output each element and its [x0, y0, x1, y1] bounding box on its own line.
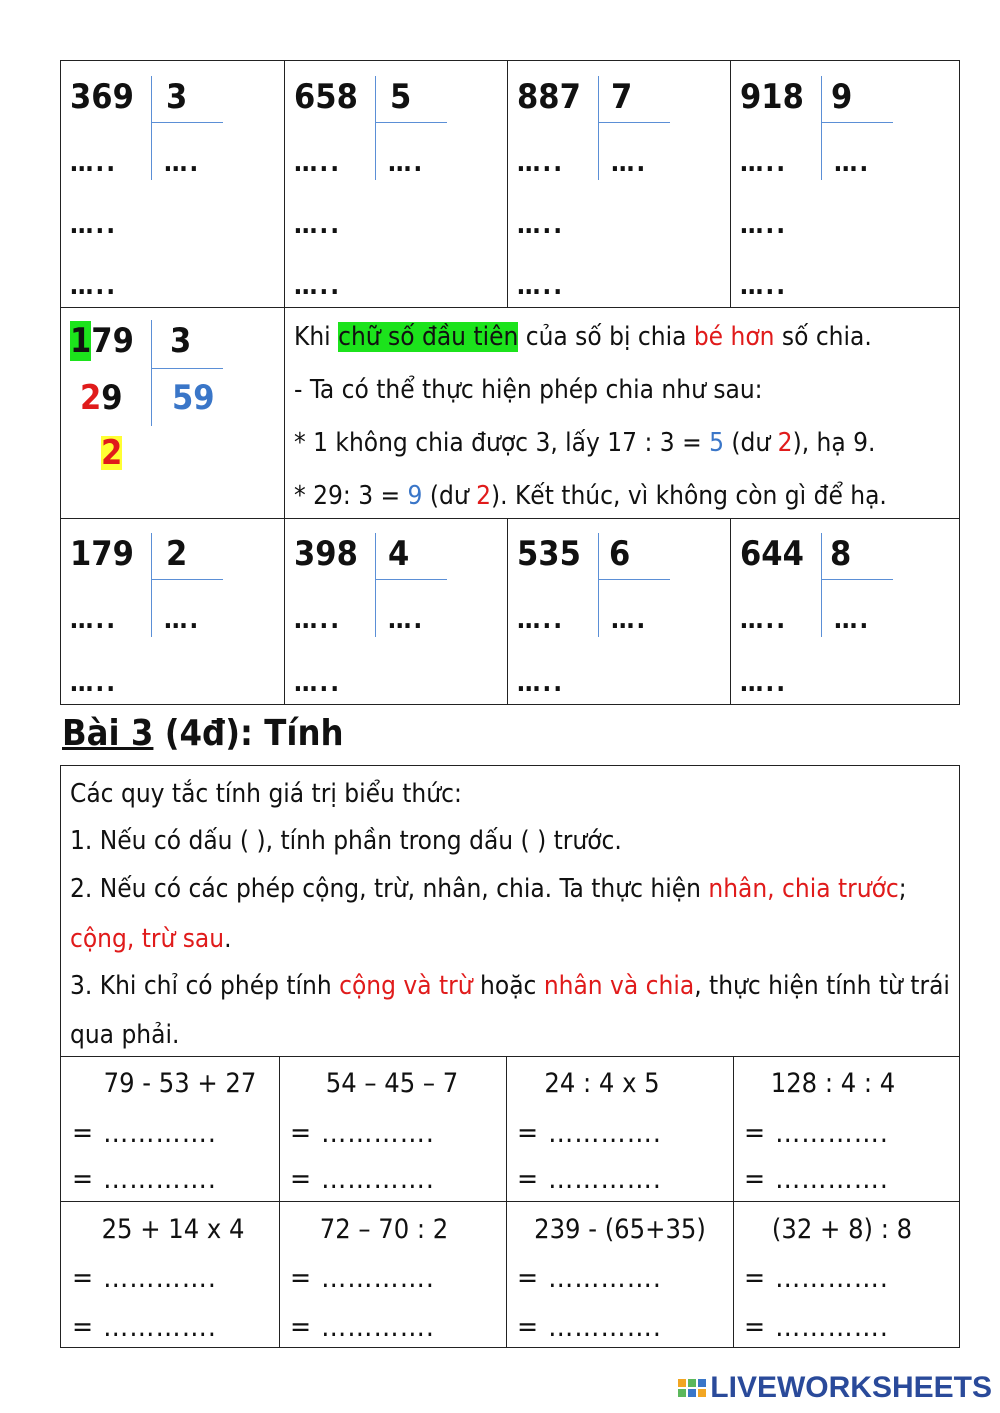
col-divider: [279, 1056, 280, 1348]
answer-blank[interactable]: = ………….: [290, 1116, 435, 1149]
col-divider: [730, 518, 731, 705]
expression: 72 – 70 : 2: [319, 1214, 449, 1245]
division-bar: [151, 533, 152, 637]
division-bar: [151, 579, 223, 580]
blank-dots[interactable]: ….: [611, 605, 648, 635]
answer-blank[interactable]: = ………….: [517, 1310, 662, 1343]
answer-blank[interactable]: = ………….: [744, 1162, 889, 1195]
expression: 24 : 4 x 5: [544, 1068, 660, 1099]
division-bar: [821, 76, 822, 180]
partial-dividend: 29: [80, 378, 123, 418]
dividend: 398: [294, 534, 358, 574]
col-divider: [284, 60, 285, 307]
expression: 79 - 53 + 27: [103, 1068, 257, 1099]
dividend: 535: [517, 534, 581, 574]
blank-dots[interactable]: …..: [70, 210, 118, 240]
blank-dots[interactable]: …..: [740, 148, 788, 178]
blank-dots[interactable]: …..: [517, 271, 565, 301]
division-bar: [821, 579, 893, 580]
blank-dots[interactable]: ….: [388, 605, 425, 635]
dividend: 369: [70, 77, 134, 117]
answer-blank[interactable]: = ………….: [72, 1261, 217, 1294]
col-divider: [507, 60, 508, 307]
division-bar: [375, 122, 447, 123]
blank-dots[interactable]: …..: [740, 605, 788, 635]
rule-2-cont: cộng, trừ sau.: [70, 924, 232, 954]
example-quotient: 59: [172, 378, 215, 418]
blank-dots[interactable]: ….: [164, 148, 201, 178]
blank-dots[interactable]: …..: [517, 148, 565, 178]
blank-dots[interactable]: …..: [70, 271, 118, 301]
answer-blank[interactable]: = ………….: [72, 1310, 217, 1343]
division-bar: [151, 122, 223, 123]
blank-dots[interactable]: ….: [388, 148, 425, 178]
dividend: 887: [517, 77, 581, 117]
blank-dots[interactable]: …..: [294, 148, 342, 178]
divisor: 7: [611, 77, 633, 117]
example-divisor: 3: [170, 321, 192, 361]
division-bar: [598, 579, 670, 580]
explain-line-1: Khi chữ số đầu tiên của số bị chia bé hơn số chia.: [294, 322, 872, 352]
answer-blank[interactable]: = ………….: [517, 1261, 662, 1294]
row-divider: [60, 518, 960, 519]
blank-dots[interactable]: ….: [611, 148, 648, 178]
first-digit-highlight: 1: [70, 321, 92, 361]
expression: 54 – 45 – 7: [325, 1068, 459, 1099]
expression: (32 + 8) : 8: [771, 1214, 913, 1245]
rule-3-cont: qua phải.: [70, 1020, 180, 1050]
blank-dots[interactable]: …..: [70, 605, 118, 635]
division-bar: [375, 579, 447, 580]
blank-dots[interactable]: …..: [294, 210, 342, 240]
division-bar: [598, 533, 599, 637]
divisor: 6: [609, 534, 631, 574]
answer-blank[interactable]: = ………….: [744, 1261, 889, 1294]
expression: 25 + 14 x 4: [101, 1214, 245, 1245]
answer-blank[interactable]: = ………….: [290, 1310, 435, 1343]
division-bar: [375, 76, 376, 180]
col-divider: [284, 307, 285, 518]
logo-icon: [678, 1379, 706, 1397]
col-divider: [733, 1056, 734, 1348]
logo-text: LIVEWORKSHEETS: [710, 1371, 992, 1404]
col-divider: [730, 60, 731, 307]
blank-dots[interactable]: ….: [164, 605, 201, 635]
section-title: Bài 3 (4đ): Tính: [62, 713, 344, 754]
divisor: 5: [390, 77, 412, 117]
blank-dots[interactable]: …..: [517, 210, 565, 240]
col-divider: [507, 518, 508, 705]
explain-line-4: * 29: 3 = 9 (dư 2). Kết thúc, vì không còn gì để hạ.: [294, 481, 887, 511]
divisor: 9: [831, 77, 853, 117]
division-bar: [821, 122, 893, 123]
row-divider: [60, 1056, 960, 1057]
answer-blank[interactable]: = ………….: [72, 1116, 217, 1149]
col-divider: [506, 1056, 507, 1348]
divisor: 3: [166, 77, 188, 117]
blank-dots[interactable]: …..: [740, 271, 788, 301]
blank-dots[interactable]: …..: [740, 668, 788, 698]
rule-3: 3. Khi chỉ có phép tính cộng và trừ hoặc nhân và chia, thực hiện tính từ trái: [70, 971, 950, 1001]
blank-dots[interactable]: …..: [294, 271, 342, 301]
rule-1: 1. Nếu có dấu ( ), tính phần trong dấu ( ) trước.: [70, 826, 622, 856]
dividend: 644: [740, 534, 804, 574]
blank-dots[interactable]: …..: [70, 668, 118, 698]
blank-dots[interactable]: …..: [294, 668, 342, 698]
expression: 239 - (65+35): [534, 1214, 706, 1245]
col-divider: [284, 518, 285, 705]
example-remainder: 2: [101, 433, 123, 473]
blank-dots[interactable]: ….: [834, 148, 871, 178]
dividend: 918: [740, 77, 804, 117]
explain-line-3: * 1 không chia được 3, lấy 17 : 3 = 5 (dư 2), hạ 9.: [294, 428, 876, 458]
divisor: 4: [388, 534, 410, 574]
row-divider: [60, 1201, 960, 1202]
rule-2: 2. Nếu có các phép cộng, trừ, nhân, chia. Ta thực hiện nhân, chia trước;: [70, 874, 907, 904]
blank-dots[interactable]: …..: [517, 605, 565, 635]
explain-line-2: - Ta có thể thực hiện phép chia như sau:: [294, 375, 763, 405]
dividend: 658: [294, 77, 358, 117]
answer-blank[interactable]: = ………….: [290, 1261, 435, 1294]
division-bar: [151, 320, 152, 426]
blank-dots[interactable]: …..: [70, 148, 118, 178]
answer-blank[interactable]: = ………….: [517, 1116, 662, 1149]
division-bar: [151, 76, 152, 180]
blank-dots[interactable]: …..: [740, 210, 788, 240]
expression: 128 : 4 : 4: [770, 1068, 896, 1099]
liveworksheets-logo[interactable]: [678, 1371, 992, 1405]
divisor: 8: [830, 534, 852, 574]
row-divider: [60, 307, 960, 308]
rules-heading: Các quy tắc tính giá trị biểu thức:: [70, 779, 462, 809]
answer-blank[interactable]: = ………….: [744, 1116, 889, 1149]
division-bar: [821, 533, 822, 637]
answer-blank[interactable]: = ………….: [744, 1310, 889, 1343]
divisor: 2: [166, 534, 188, 574]
answer-blank[interactable]: = ………….: [290, 1162, 435, 1195]
division-bar: [151, 368, 223, 369]
blank-dots[interactable]: ….: [834, 605, 871, 635]
answer-blank[interactable]: = ………….: [517, 1162, 662, 1195]
blank-dots[interactable]: …..: [294, 605, 342, 635]
dividend: 179: [70, 534, 134, 574]
answer-blank[interactable]: = ………….: [72, 1162, 217, 1195]
blank-dots[interactable]: …..: [517, 668, 565, 698]
division-bar: [598, 76, 599, 180]
example-dividend: 179: [70, 321, 134, 361]
division-bar: [375, 533, 376, 637]
division-bar: [598, 122, 670, 123]
